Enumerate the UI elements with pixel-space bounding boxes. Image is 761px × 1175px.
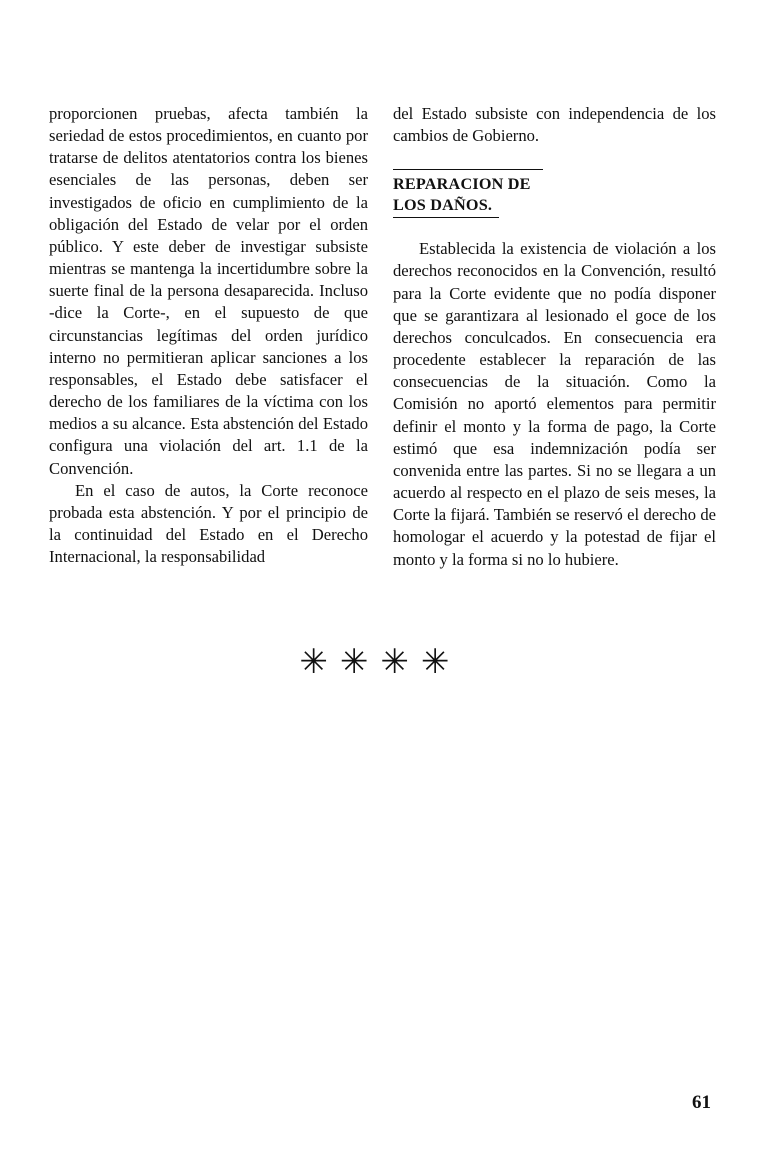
left-column bbox=[49, 103, 368, 568]
page-number: 61 bbox=[692, 1092, 711, 1113]
right-column bbox=[393, 103, 716, 571]
heading-top-rule bbox=[393, 169, 543, 170]
heading-line-1: REPARACION DE bbox=[393, 175, 531, 194]
right-paragraph-2: Establecida la existencia de violación a los derechos reconocidos en la Convención, resultó para la Corte evidente que no podía disponer que se garantizara al lesionado el goce de los derechos conculcados. En consecuencia era procedente establecer la reparación de las consecuencias de la situación. Como la Comisión no aportó elementos para permitir definir el monto y la forma de pago, la Corte estimó que esa indemnización podía ser convenida entre las partes. Si no se llegara a un acuerdo al respecto en el plazo de seis meses, la Corte la fijará. También se reservó el derecho de homologar el acuerdo y la potestad de fijar el monto y la forma si no lo hubiere. bbox=[393, 239, 716, 569]
left-paragraph-2: En el caso de autos, la Corte reconoce probada esta abstención. Y por el principio de la continuidad del Estado en el Derecho Internacional, la responsabilidad bbox=[49, 480, 368, 567]
heading-line-2: LOS DAÑOS. bbox=[393, 196, 493, 215]
heading-bottom-rule bbox=[393, 217, 499, 218]
section-separator-stars: ✳✳✳✳ bbox=[299, 642, 462, 682]
left-paragraph-1: proporcionen pruebas, afecta también la seriedad de estos procedimientos, en cuanto por tratarse de delitos atentatorios contra los bienes esenciales de las personas, deben ser investigados de oficio en cumplimiento de la obligación del Estado de velar por el orden público. Y este deber de investigar subsiste mientras se mantenga la incertidumbre sobre la suerte final de la persona desaparecida. Incluso -dice la Corte-, en el supuesto de que circunstancias legítimas del orden jurídico interno no permitieran aplicar sanciones a los responsables, el Estado debe satisfacer el derecho de los familiares de la víctima con los medios a su alcance. Esta abstención del Estado configura una violación del art. 1.1 de la Convención. bbox=[49, 104, 368, 478]
right-paragraph-1: del Estado subsiste con independencia de los cambios de Gobierno. bbox=[393, 104, 716, 146]
section-heading bbox=[393, 169, 543, 218]
